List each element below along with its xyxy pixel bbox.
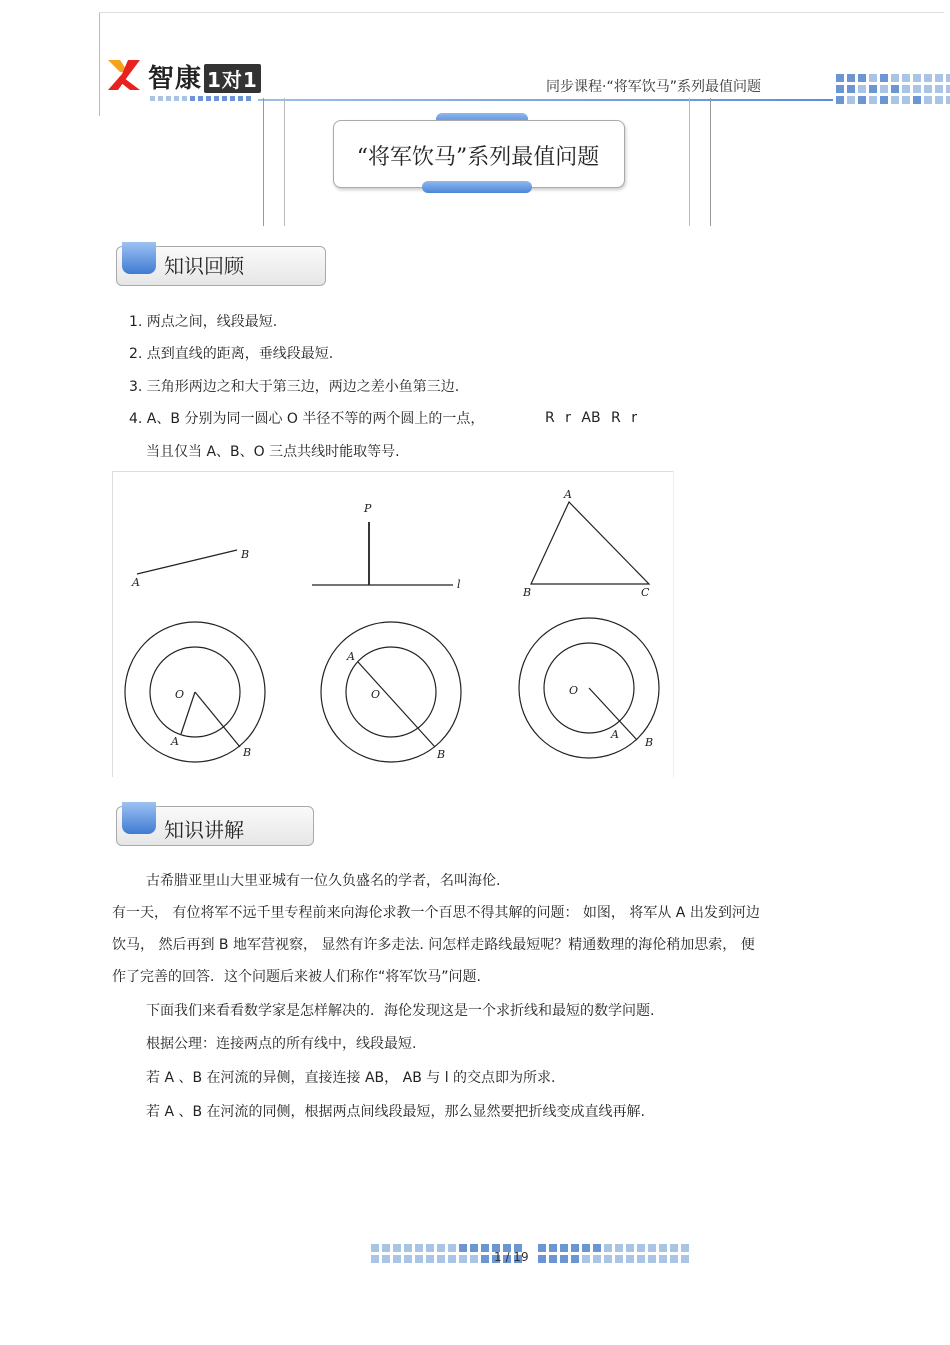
footer-dots-right: [538, 1244, 689, 1263]
page-number: 1 / 19: [494, 1250, 529, 1264]
review-figure: [112, 471, 674, 777]
explanation-line-2: 有一天， 有位将军不远千里专程前来向海伦求教一个百思不得其解的问题： 如图， 将军从 A 出发到河边: [112, 905, 760, 921]
label-c1-b: B: [243, 746, 252, 759]
label-seg-a: A: [132, 576, 140, 589]
explanation-line-4: 作了完善的回答．这个问题后来被人们称作“将军饮马”问题.: [112, 969, 481, 985]
label-c1-o: O: [175, 688, 185, 701]
review-item-4-formula: R r AB R r: [545, 410, 637, 426]
review-item-4: 4. A、B 分别为同一圆心 O 半径不等的两个圆上的一点，: [129, 411, 485, 427]
label-c2-a: A: [347, 650, 355, 663]
label-c2-o: O: [371, 688, 381, 701]
label-c3-b: B: [645, 736, 654, 749]
section-title-review: 知识回顾: [164, 254, 244, 278]
review-item-3: 3. 三角形两边之和大于第三边，两边之差小鱼第三边.: [129, 379, 460, 395]
review-item-2: 2. 点到直线的距离，垂线段最短.: [129, 346, 334, 362]
review-item-1: 1. 两点之间，线段最短.: [129, 314, 278, 330]
page-title: “将军饮马”系列最值问题: [356, 145, 600, 170]
circle2-outer: [321, 622, 461, 762]
course-title: 同步课程·“将军饮马”系列最值问题: [546, 79, 761, 95]
header-top-rule: [99, 12, 944, 13]
logo-dots: [150, 96, 251, 101]
header-dots: [836, 74, 950, 104]
section-tab-icon: [122, 242, 156, 274]
label-perp-l: l: [457, 578, 461, 591]
triangle-abc: [531, 502, 649, 584]
explanation-line-5: 下面我们来看看数学家是怎样解决的．海伦发现这是一个求折线和最短的数学问题.: [146, 1003, 655, 1019]
section-tab-icon: [122, 802, 156, 834]
circle2-ab: [358, 662, 435, 747]
circle2-inner: [346, 647, 436, 737]
section-title-explanation: 知识讲解: [164, 818, 244, 842]
explanation-line-3: 饮马， 然后再到 B 地军营视察， 显然有许多走法. 问怎样走路线最短呢？精通数理的海伦稍加思索， 便: [112, 937, 755, 953]
figure-svg: [113, 472, 673, 777]
logo-mark-icon: [108, 58, 142, 92]
label-c1-a: A: [171, 735, 179, 748]
explanation-line-6: 根据公理：连接两点的所有线中，线段最短.: [146, 1036, 417, 1052]
label-tri-a: A: [564, 488, 572, 501]
label-tri-c: C: [641, 586, 650, 599]
title-pill-bottom: [422, 181, 532, 193]
header-left-rule: [99, 12, 100, 116]
label-tri-b: B: [523, 586, 532, 599]
explanation-line-8: 若 A 、B 在河流的同侧，根据两点间线段最短，那么显然要把折线变成直线再解.: [146, 1104, 645, 1120]
label-c3-a: A: [611, 728, 619, 741]
logo: [108, 58, 258, 92]
label-perp-p: P: [364, 502, 372, 515]
label-seg-b: B: [241, 548, 250, 561]
circle1-ob: [195, 692, 240, 747]
explanation-line-1: 古希腊亚里山大里亚城有一位久负盛名的学者，名叫海伦.: [146, 873, 501, 889]
logo-badge: 1对1: [204, 64, 261, 93]
review-item-4-condition: 当且仅当 A、B、O 三点共线时能取等号.: [146, 444, 400, 460]
segment-ab: [137, 550, 237, 574]
logo-text: 智康 1对1: [148, 58, 261, 95]
label-c3-o: O: [569, 684, 579, 697]
explanation-line-7: 若 A 、B 在河流的异侧，直接连接 AB， AB 与 l 的交点即为所求.: [146, 1070, 556, 1086]
label-c2-b: B: [437, 748, 446, 761]
